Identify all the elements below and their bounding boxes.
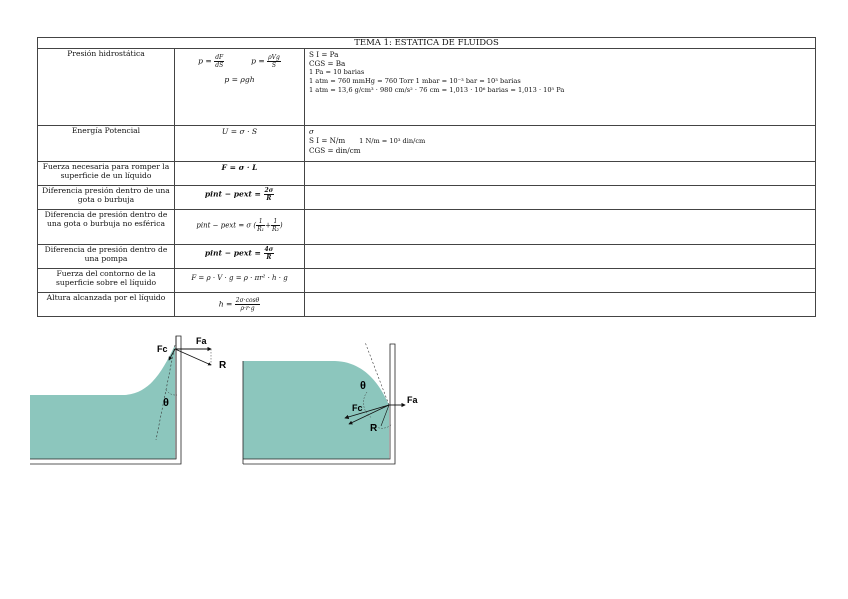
- notes-cell: S I = Pa CGS = Ba 1 Pa = 10 barias 1 atm = 760 mmHg = 760 Torr 1 mbar = 10⁻³ bar = 10³ barias 1 atm = 13,6 g/cm³ · 980 cm/s² · 76 cm = 1,013 · 10⁶ barias = 1,013 · 10⁵ Pa: [305, 49, 816, 126]
- left-label-r: R: [219, 360, 227, 371]
- concept-cell: Diferencia de presión dentro de una gota o burbuja no esférica: [38, 210, 175, 245]
- right-label-fc: Fc: [352, 403, 363, 413]
- concept-cell: Altura alcanzada por el líquido: [38, 293, 175, 317]
- right-meniscus-diagram: [243, 342, 418, 464]
- formula-cell: pint − pext = $\frac{4\sigma}{R}$: [175, 245, 305, 269]
- concept-cell: Diferencia de presión dentro de una pompa: [38, 245, 175, 269]
- left-label-theta: θ: [163, 397, 169, 409]
- concept-cell: Presión hidrostática: [38, 49, 175, 126]
- right-label-theta: θ: [360, 380, 366, 392]
- right-label-r: R: [370, 423, 378, 434]
- left-fluid: [30, 345, 175, 464]
- concept-cell: Fuerza necesaria para romper la superficie de un líquido: [38, 162, 175, 186]
- left-meniscus-diagram: [30, 336, 227, 464]
- left-label-fc: Fc: [157, 344, 168, 354]
- formula-cell: F = σ · L: [175, 162, 305, 186]
- formula-cell: p = $\frac{dF}{dS}$ p = $\frac{\text{ρVg}}{S}$ p = ρgh: [175, 49, 305, 126]
- concept-cell: Diferencia presión dentro de una gota o burbuja: [38, 186, 175, 210]
- formula-cell: pint − pext = σ ( $\frac{1}{\text{R₁}}$ + $\frac{1}{\text{R₂}}$ ): [175, 210, 305, 245]
- formula-cell: F = ρ · V · g = ρ · πr² · h · g: [175, 269, 305, 293]
- concept-cell: Energía Potencial: [38, 126, 175, 162]
- concept-cell: Fuerza del contorno de la superficie sobre el líquido: [38, 269, 175, 293]
- right-fluid: [243, 361, 389, 459]
- left-label-fa: Fa: [196, 336, 207, 346]
- formula-cell: U = σ · S: [175, 126, 305, 162]
- right-label-fa: Fa: [407, 395, 418, 405]
- table-title: TEMA 1: ESTATICA DE FLUIDOS: [38, 38, 816, 49]
- formula-cell: h = $\frac{2\sigma\cdot\cos\theta}{\rho\cdot r\cdot g}$: [175, 293, 305, 317]
- formula-cell: pint − pext = $\frac{2\sigma}{R}$: [175, 186, 305, 210]
- notes-cell: σ S I = N/m 1 N/m = 10³ din/cm CGS = din/cm: [305, 126, 816, 162]
